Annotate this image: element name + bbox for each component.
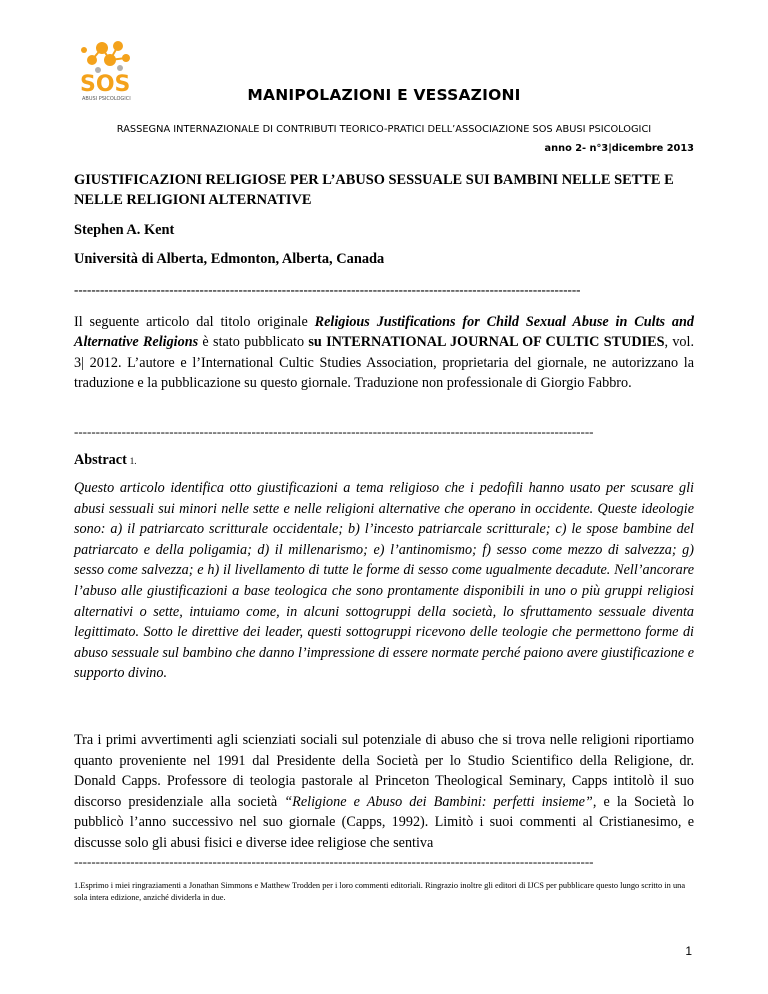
footnote: 1.Esprimo i miei ringraziamenti a Jonathan Simmons e Matthew Trodden per i loro commenti editoriali. Ringrazio inoltre gli editori di IJCS per pubblicare questo lungo scritto in una sola intera edizione, anziché dividerla in due. xyxy=(74,881,686,902)
journal-title: MANIPOLAZIONI E VESSAZIONI xyxy=(247,86,521,104)
intro-paragraph: Il seguente articolo dal titolo originale Religious Justifications for Child Sexual Abuse in Cults and Alternative Religions è stato pubblicato su INTERNATIONAL JOURNAL OF CULTIC STUDIES, vol. 3| 2012. L’autore e l’International Cultic Studies Association, proprietaria del giornale, ne autorizzano la traduzione e la pubblicazione su questo giornale. Traduzione non professionale di Giorgio Fabbro. xyxy=(74,314,695,392)
journal-name: su INTERNATIONAL JOURNAL OF CULTIC STUDIES xyxy=(308,334,665,351)
footnote-separator: ------------------------------------------------------------------------------------------------------------------------ xyxy=(74,854,594,869)
article-title: GIUSTIFICAZIONI RELIGIOSE PER L’ABUSO SESSUALE SUI BAMBINI NELLE SETTE E NELLE RELIGIONI ALTERNATIVE xyxy=(74,172,674,208)
body-paragraph: Tra i primi avvertimenti agli scienziati sociali sul potenziale di abuso che si trova nelle religioni riportiamo quanto proveniente nel 1991 dal Presidente della Società per lo Studio Scientifico della Religione, dr. Donald Capps. Professore di teologia pastorale al Princeton Theological Seminary, Capps intitolò il suo discorso presidenziale alla società “Religione e Abuso dei Bambini: perfetti insieme”, e la Società lo pubblicò l’anno successivo nel suo giornale (Capps, 1992). Limitò i suoi commenti al Cristianesimo, e discusse solo gli abusi fisici e diverse idee religiose che sentiva xyxy=(74,732,694,851)
speech-title: “Religione e Abuso dei Bambini: perfetti insieme” xyxy=(284,793,593,810)
abstract-heading: Abstract 1. xyxy=(74,452,137,468)
separator-bold: --------------------------------------------------------------------------------------------------------------------- xyxy=(74,282,581,297)
original-title: Religious Justifications for Child Sexual Abuse in Cults and Alternative Religions xyxy=(74,314,694,351)
svg-text:SOS: SOS xyxy=(80,72,131,97)
abstract-text: Questo articolo identifica otto giustificazioni a tema religioso che i pedofili hanno usato per scusare gli abusi sessuali sui minori nelle sette e nelle religioni alternative che operano in occidente. Queste ideologie sono: a) il patriarcato scritturale occidentale; b) l’incesto patriarcale scritturale; c) le spose bambine del patriarcato e della poligamia; d) il millenarismo; e) l’antinomismo; f) sesso come mezzo di salvezza; g) sesso come salvezza; e h) il livellamento di tutte le forme di sesso come ugualmente decadute. Nell’ancorare l’abuso alle giustificazioni a base teologica che sono prontamente disponibili in uno o più gruppi religiosi alternativi o sette, intuiamo come, in alcuni sottogruppi della società, lo sfruttamento sessuale diventa legittimato. Sotto le direttive dei leader, questi sottogruppi ricevono delle teologie che permettono forme di abuso sessuale sul bambino che danno l’impressione di essere normate perché paiono avere giustificazione e supporto divino. xyxy=(74,480,694,682)
issue-label: anno 2- n°3|dicembre 2013 xyxy=(544,143,694,154)
journal-subtitle: RASSEGNA INTERNAZIONALE DI CONTRIBUTI TEORICO-PRATICI DELL’ASSOCIAZIONE SOS ABUSI PSICOLOGICI xyxy=(116,124,652,135)
footnote-ref: 1. xyxy=(129,456,137,466)
page-number: 1 xyxy=(685,944,692,958)
separator: ------------------------------------------------------------------------------------------------------------------------ xyxy=(74,424,594,439)
author-affiliation: Università di Alberta, Edmonton, Alberta, Canada xyxy=(74,251,385,267)
svg-text:ABUSI PSICOLOGICI: ABUSI PSICOLOGICI xyxy=(82,96,131,102)
author-name: Stephen A. Kent xyxy=(74,222,175,238)
